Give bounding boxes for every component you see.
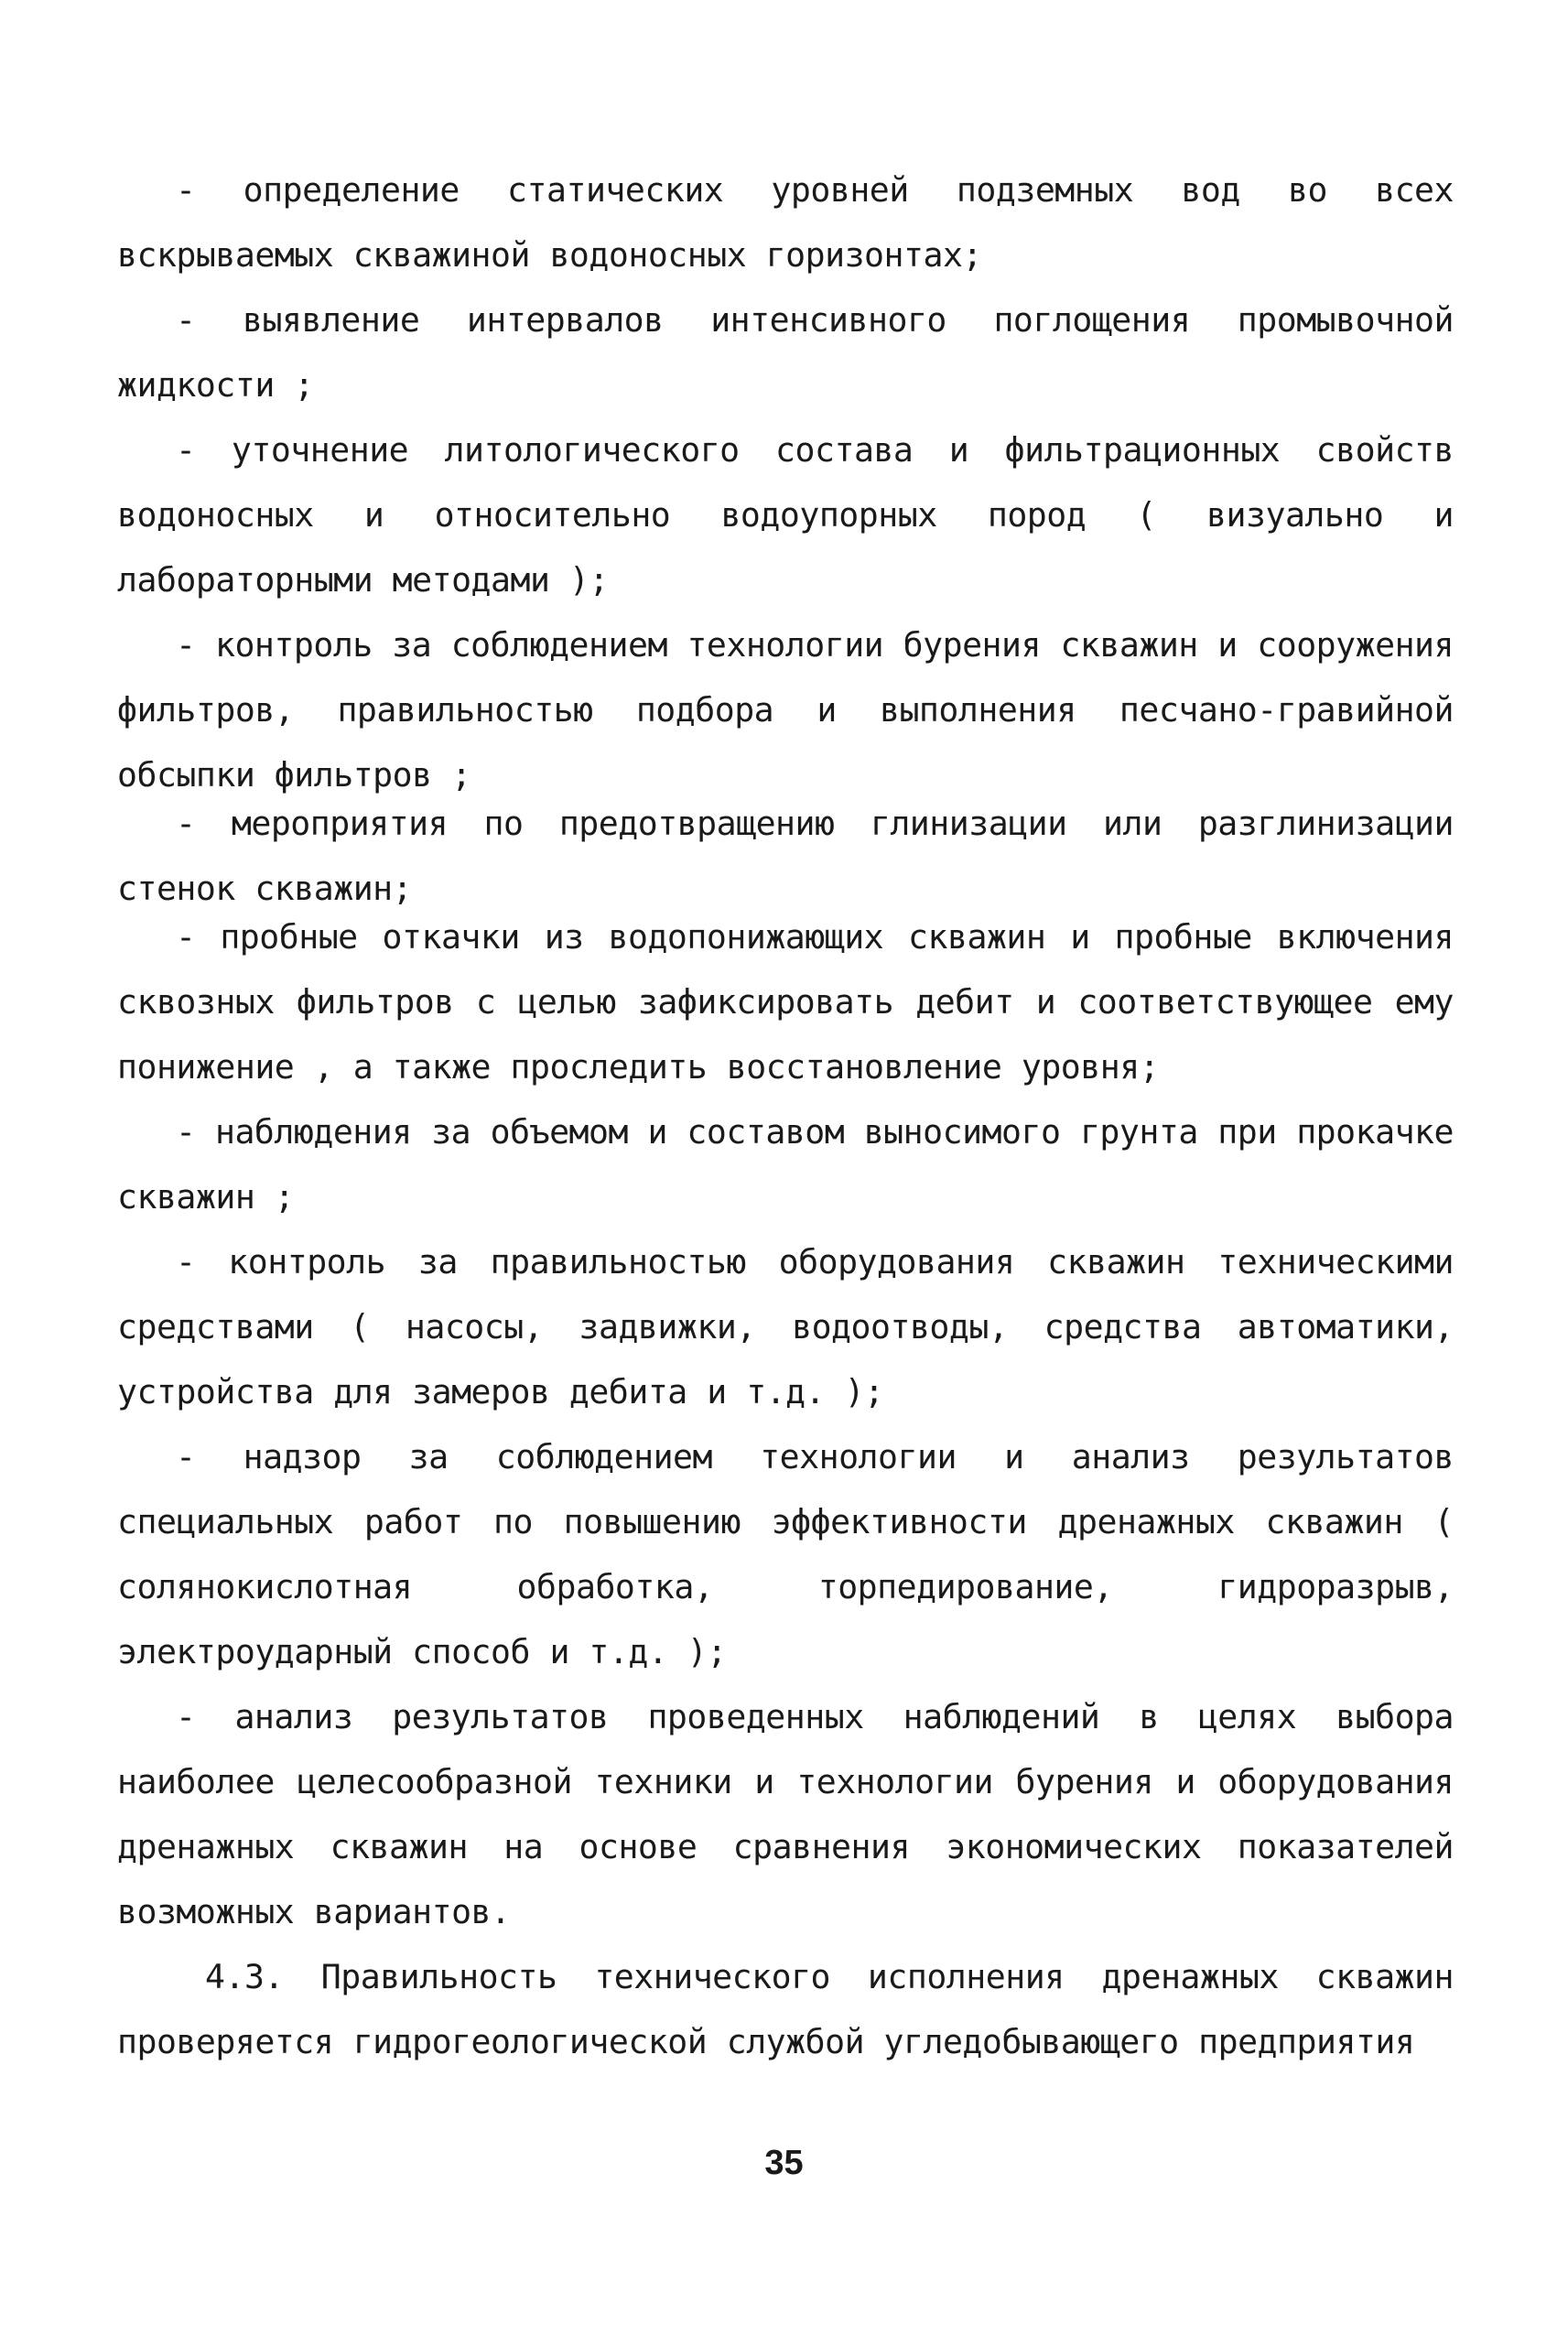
paragraph-trial-pumping: - пробные откачки из водопонижающих скважин и пробные включения сквозных фильтров с целью зафиксировать дебит и соответствующее ему понижение , а также проследить восстановление уровня;	[117, 917, 1454, 1087]
paragraph-equipment-control: - контроль за правильностью оборудования скважин техническими средствами ( насосы, задвижки, водоотводы, средства автоматики, устройства для замеров дебита и т.д. );	[117, 1242, 1454, 1411]
paragraph-section-4-3: 4.3. Правильность технического исполнения дренажных скважин проверяется гидрогеологической службой угледобывающего предприятия	[117, 1957, 1454, 2061]
paragraph-lithology: - уточнение литологического состава и фильтрационных свойств водоносных и относительно водоупорных пород ( визуально и лабораторными методами );	[117, 430, 1454, 600]
paragraph-results-analysis: - анализ результатов проведенных наблюдений в целях выбора наиболее целесообразной техники и технологии бурения и оборудования дренажных скважин на основе сравнения экономических показателей возможных вариантов.	[117, 1697, 1454, 1931]
paragraph-special-works: - надзор за соблюдением технологии и анализ результатов специальных работ по повышению эффективности дренажных скважин ( солянокислотная обработка, торпедирование, гидроразрыв, электроударный способ и т.д. );	[117, 1437, 1454, 1671]
paragraph-soil-observation: - наблюдения за объемом и составом выносимого грунта при прокачке скважин ;	[117, 1112, 1454, 1217]
paragraph-static-levels: - определение статических уровней подземных вод во всех вскрываемых скважиной водоносных горизонтах;	[117, 170, 1454, 275]
paragraph-clay-measures: - мероприятия по предотвращению глинизации или разглинизации стенок скважин;	[117, 804, 1454, 908]
paragraph-drilling-control: - контроль за соблюдением технологии бурения скважин и сооружения фильтров, правильностью подбора и выполнения песчано-гравийной обсыпки фильтров ;	[117, 625, 1454, 795]
page-number: 35	[764, 2144, 804, 2182]
paragraph-absorption-intervals: - выявление интервалов интенсивного поглощения промывочной жидкости ;	[117, 300, 1454, 405]
document-body	[117, 157, 1454, 2074]
